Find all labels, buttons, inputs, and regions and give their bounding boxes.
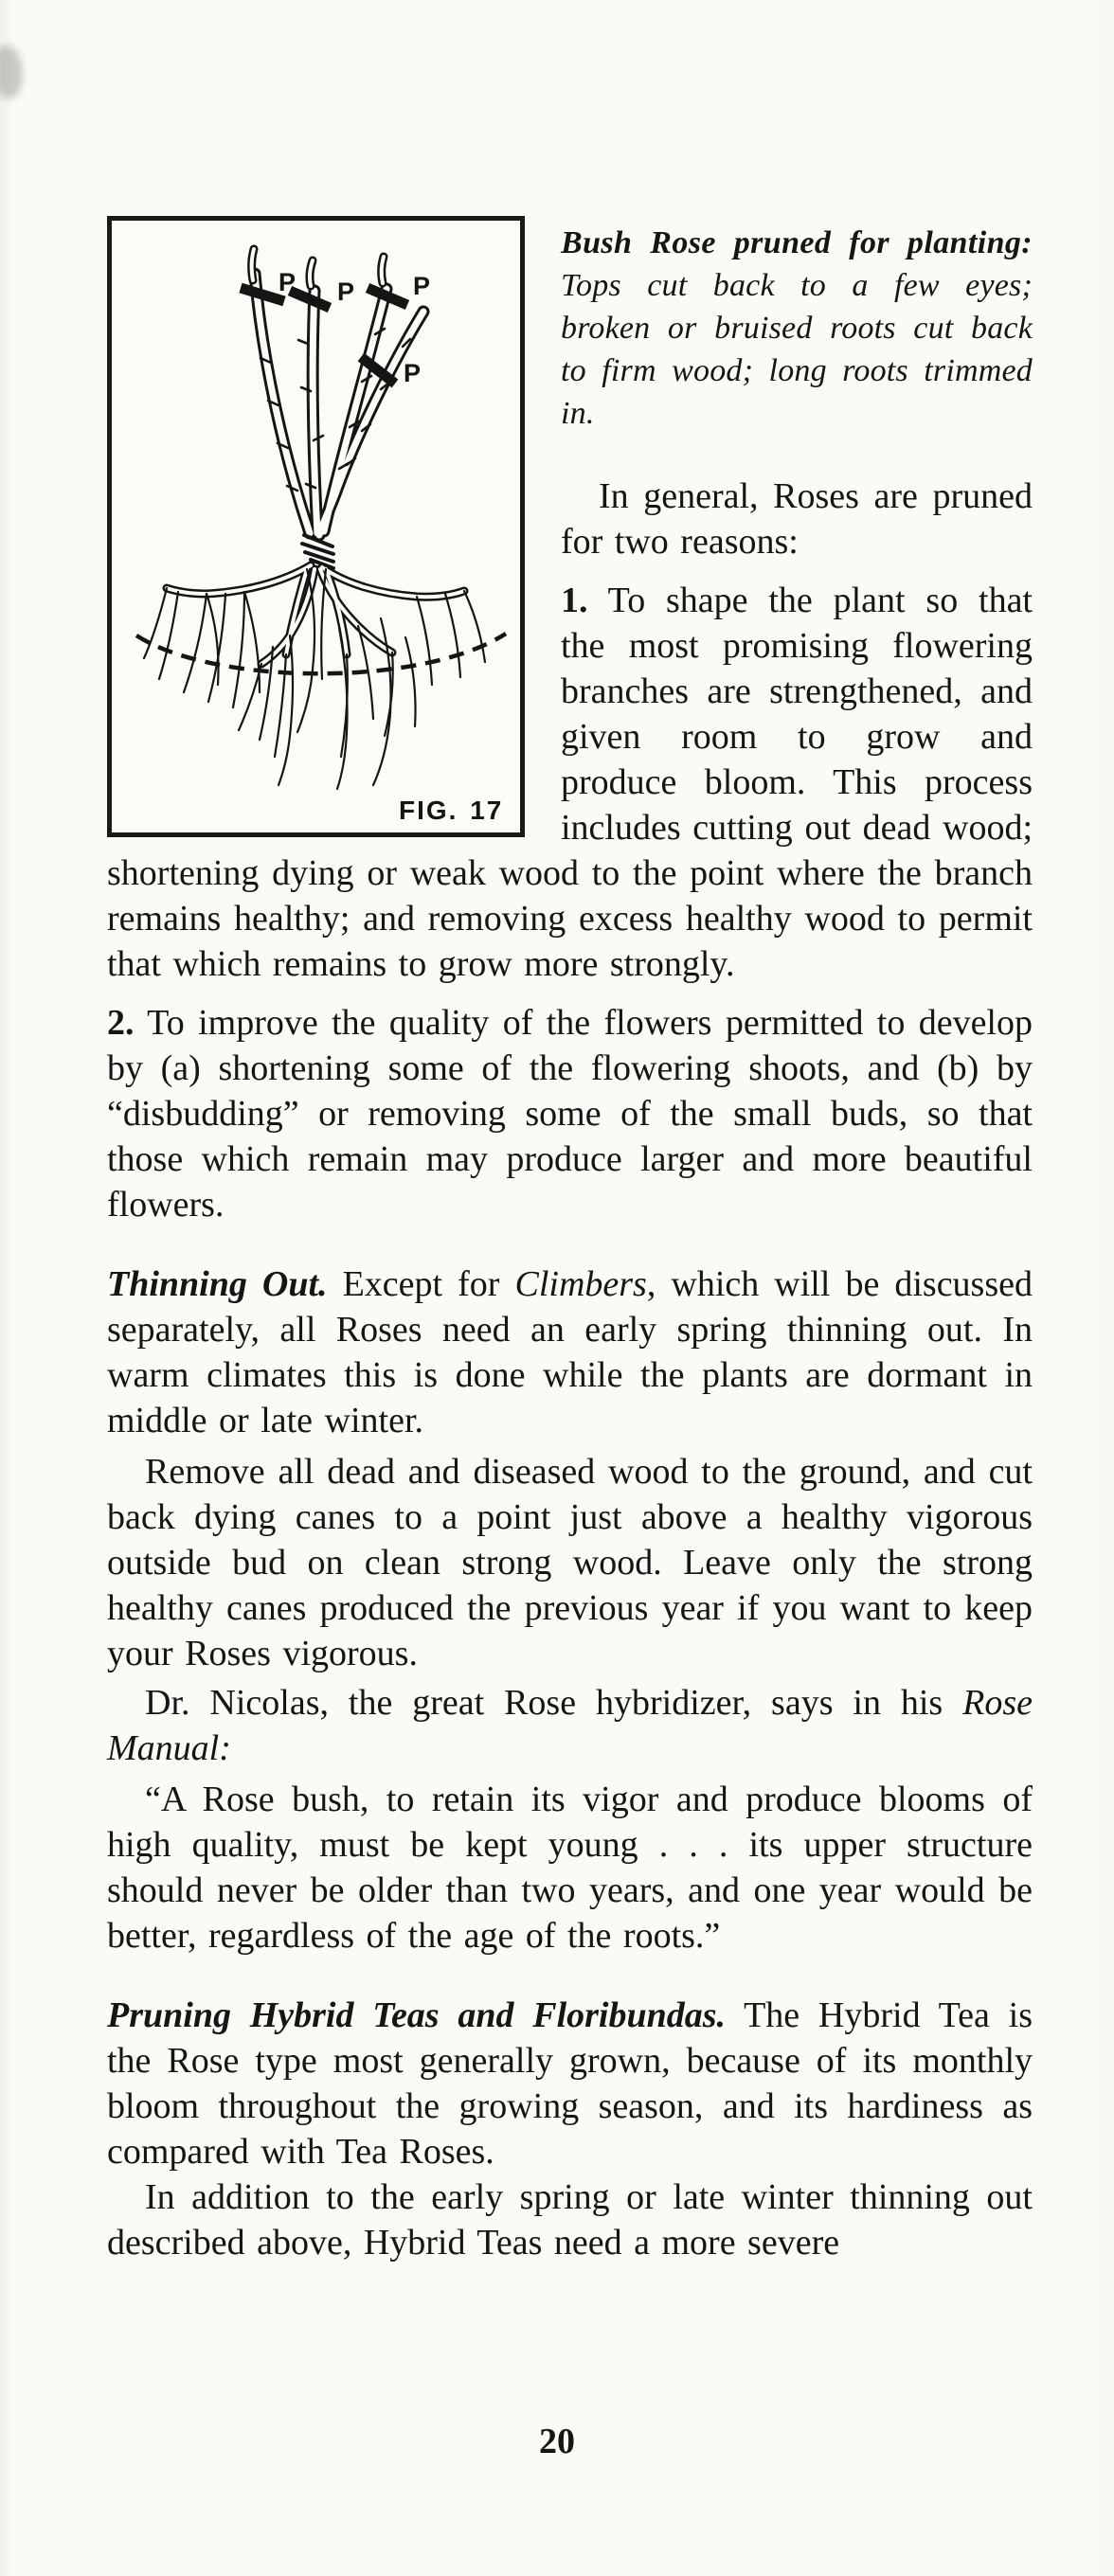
hybrid-teas-heading: Pruning Hybrid Teas and Floribundas.: [107, 1995, 727, 2035]
thinning-out-paragraph: [107, 1261, 1033, 1443]
pruning-cut-label: P: [278, 268, 296, 296]
scan-smudge-artifact: [0, 45, 23, 98]
hybrid-teas-text: The Hybrid Tea is the Rose type most generally grown, because of its monthly bloom throughout the growing season, and its hardiness as compared with Tea Roses.: [107, 1995, 1033, 2172]
nicolas-text: Dr. Nicolas, the great Rose hybridizer, says in his: [145, 1683, 963, 1723]
fig17-illustration: [107, 216, 525, 837]
reason-1-text: To shape the plant so that the most promising flowering branches are strengthened, and given room to grow and produce bloom. This process includes cutting out dead wood; shortening dying or weak wood to the point where the branch remains healthy; and removing excess healthy wood to permit that which remains to grow more strongly.: [107, 581, 1033, 984]
reason-2-number: 2.: [107, 1003, 135, 1043]
rose-manual-title: Rose Manual:: [107, 1683, 1033, 1768]
thinning-out-heading: Thinning Out.: [107, 1264, 328, 1304]
nicolas-paragraph: [107, 1680, 1033, 1771]
reason-1-number: 1.: [561, 581, 588, 620]
thinning-out-text-2: , which will be discussed separately, all Roses need an early spring thinning out. In warm climates this is done while the plants are dormant in middle or late winter.: [107, 1264, 1033, 1440]
remove-wood-paragraph: Remove all dead and diseased wood to the ground, and cut back dying canes to a point just above a healthy vigorous outside bud on clean strong wood. Leave only the strong healthy canes produced the previous year if you want to keep your Roses vigorous.: [107, 1452, 1033, 1673]
addition-paragraph: In addition to the early spring or late winter thinning out described above, Hybrid Teas need a more severe: [107, 2177, 1033, 2263]
hybrid-teas-paragraph: [107, 1993, 1033, 2174]
thinning-out-text-1: Except for: [327, 1264, 515, 1304]
figure-label: FIG. 17: [399, 796, 504, 825]
reason-2-paragraph: [107, 1000, 1033, 1227]
page-number: 20: [539, 2422, 575, 2461]
rose-plant-drawing: [112, 221, 520, 832]
intro-paragraph: In general, Roses are pruned for two reasons:: [561, 476, 1033, 562]
pruning-cut-label: P: [337, 277, 355, 306]
page-content: [107, 216, 1033, 2265]
thinning-out-italic-climbers: Climbers: [514, 1264, 647, 1304]
pruning-cut-label: P: [413, 272, 431, 300]
reason-2-text: To improve the quality of the flowers permitted to develop by (a) shortening some of the flowering shoots, and (b) by “disbudding” or removing some of the small buds, so that those which remain may produce larger and more beautiful flowers.: [107, 1003, 1033, 1225]
caption-lead: Bush Rose pruned for planting:: [561, 225, 1033, 260]
pruning-cut-label: P: [404, 359, 422, 387]
quote-paragraph: “A Rose bush, to retain its vigor and produce blooms of high quality, must be kept young . . . its upper structure should never be older than two years, and one year would be better, regardless of the age of the roots.”: [107, 1780, 1033, 1956]
caption-text: Tops cut back to a few eyes; broken or bruised roots cut back to firm wood; long roots trimmed in.: [561, 268, 1033, 431]
